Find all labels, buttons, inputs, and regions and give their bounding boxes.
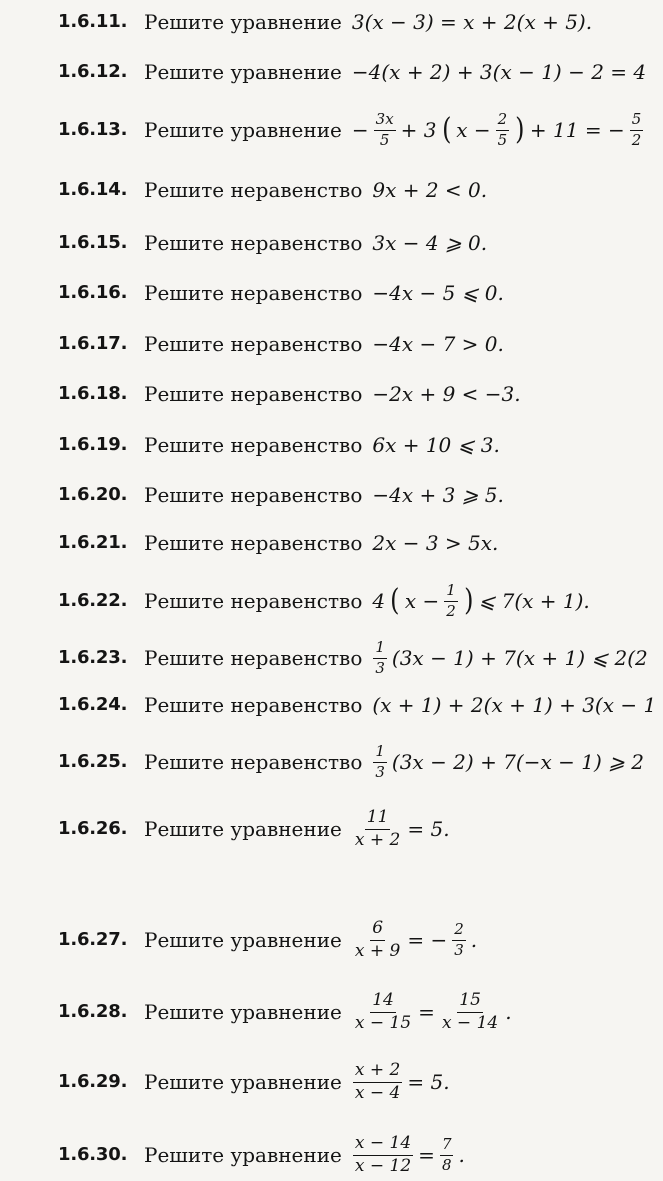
problem-instruction: Решите уравнение — [144, 1143, 342, 1167]
problem-expression — [350, 1135, 467, 1175]
fraction-denominator: x − 4 — [354, 1082, 401, 1102]
fraction-numerator: 1 — [373, 744, 387, 763]
problem-number: 1.6.23. — [58, 647, 128, 668]
problem-number: 1.6.26. — [58, 818, 128, 839]
fraction-denominator: 5 — [379, 130, 390, 149]
expression-text: = 5. — [407, 817, 450, 841]
problem-item — [58, 742, 663, 782]
problem-number: 1.6.22. — [58, 590, 128, 611]
problem-item — [58, 638, 663, 678]
fraction — [444, 583, 458, 620]
problem-instruction: Решите уравнение — [144, 1000, 342, 1024]
fraction-denominator: x − 14 — [441, 1012, 499, 1032]
problem-instruction: Решите неравенство — [144, 281, 363, 305]
expression-text: = − — [407, 928, 448, 952]
problem-instruction: Решите неравенство — [144, 483, 363, 507]
problem-number: 1.6.16. — [58, 282, 128, 303]
fraction — [440, 1137, 454, 1174]
problem-expression — [370, 384, 522, 404]
fraction — [630, 112, 644, 149]
expression-text: 3x − 4 ⩾ 0. — [372, 231, 488, 255]
expression-text: x − — [404, 589, 440, 613]
problem-expression — [370, 744, 646, 781]
problem-instruction: Решите неравенство — [144, 750, 363, 774]
fraction — [353, 1062, 402, 1102]
fraction-numerator: 15 — [457, 992, 483, 1013]
fraction-denominator: 5 — [497, 130, 508, 149]
problem-number: 1.6.15. — [58, 232, 128, 253]
problem-instruction: Решите уравнение — [144, 817, 342, 841]
problem-number: 1.6.29. — [58, 1071, 128, 1092]
expression-text: = 5. — [407, 1070, 450, 1094]
expression-text: −4x + 3 ⩾ 5. — [372, 483, 504, 507]
expression-text: −4(x + 2) + 3(x − 1) − 2 = 4 — [351, 60, 647, 84]
big-parenthesis: ) — [515, 112, 525, 147]
problem-expression — [370, 435, 501, 455]
problem-number: 1.6.19. — [58, 434, 128, 455]
problem-item — [58, 324, 663, 364]
big-parenthesis: ( — [390, 583, 400, 618]
fraction-numerator: 2 — [496, 112, 510, 131]
fraction-numerator: 5 — [630, 112, 644, 131]
expression-text: −2x + 9 < −3. — [372, 382, 521, 406]
problem-number: 1.6.17. — [58, 333, 128, 354]
expression-text: (3x − 1) + 7(x + 1) ⩽ 2(2 — [391, 646, 648, 670]
fraction — [452, 922, 466, 959]
fraction-denominator: 2 — [446, 601, 456, 620]
expression-text: 6x + 10 ⩽ 3. — [372, 433, 500, 457]
problem-instruction: Решите неравенство — [144, 433, 363, 457]
fraction-numerator: 1 — [444, 583, 458, 602]
problem-item — [58, 523, 663, 563]
problem-expression — [350, 992, 514, 1032]
problem-expression — [350, 1062, 452, 1102]
fraction-numerator: 11 — [365, 809, 391, 830]
expression-text: 3(x − 3) = x + 2(x + 5). — [351, 10, 593, 34]
fraction — [353, 1135, 413, 1175]
problem-expression — [370, 334, 506, 354]
problem-item — [58, 170, 663, 210]
problem-instruction: Решите неравенство — [144, 231, 363, 255]
fraction-denominator: x + 2 — [354, 829, 401, 849]
problem-item — [58, 475, 663, 515]
problem-expression — [370, 640, 649, 677]
problem-item — [58, 685, 663, 725]
problem-number: 1.6.28. — [58, 1001, 128, 1022]
problem-number: 1.6.27. — [58, 929, 128, 950]
problem-item — [58, 920, 663, 960]
big-parenthesis: ) — [463, 583, 474, 618]
problem-item — [58, 110, 663, 150]
fraction-numerator: x − 14 — [353, 1135, 413, 1156]
problem-number: 1.6.30. — [58, 1144, 128, 1165]
expression-text: + 11 = − — [529, 118, 625, 142]
fraction-numerator: 6 — [370, 920, 385, 941]
fraction — [440, 992, 500, 1032]
problem-item — [58, 1062, 663, 1102]
problem-item — [58, 809, 663, 849]
fraction — [496, 112, 510, 149]
fraction-denominator: 8 — [441, 1155, 452, 1174]
problem-instruction: Решите неравенство — [144, 646, 363, 670]
problem-item — [58, 425, 663, 465]
problem-item — [58, 223, 663, 263]
problem-instruction: Решите неравенство — [144, 178, 363, 202]
expression-text: −4x − 7 > 0. — [372, 332, 504, 356]
problem-item — [58, 992, 663, 1032]
problem-number: 1.6.21. — [58, 532, 128, 553]
problem-expression — [370, 180, 489, 200]
problem-item — [58, 52, 663, 92]
expression-text: x − — [456, 118, 491, 142]
fraction-numerator: 14 — [370, 992, 396, 1013]
expression-text: = — [418, 1143, 435, 1167]
problem-expression — [350, 12, 594, 32]
problem-item — [58, 273, 663, 313]
problem-number: 1.6.20. — [58, 484, 128, 505]
fraction — [353, 992, 413, 1032]
fraction-numerator: 7 — [440, 1137, 454, 1156]
problem-instruction: Решите неравенство — [144, 382, 363, 406]
problem-number: 1.6.12. — [58, 61, 128, 82]
fraction-denominator: 3 — [454, 940, 464, 959]
fraction-denominator: 2 — [631, 130, 642, 149]
fraction — [353, 920, 402, 960]
problem-expression — [370, 233, 489, 253]
expression-text: − — [351, 118, 369, 142]
expression-text: . — [505, 1000, 512, 1024]
fraction — [373, 744, 387, 781]
fraction-numerator: x + 2 — [353, 1062, 402, 1083]
expression-text: (3x − 2) + 7(−x − 1) ⩾ 2 — [391, 750, 644, 774]
expression-text: 9x + 2 < 0. — [372, 178, 488, 202]
problem-expression — [370, 485, 506, 505]
problem-instruction: Решите неравенство — [144, 332, 363, 356]
problem-number: 1.6.14. — [58, 179, 128, 200]
problem-expression — [350, 112, 646, 149]
problem-number: 1.6.24. — [58, 694, 128, 715]
expression-text: −4x − 5 ⩽ 0. — [372, 281, 504, 305]
fraction-denominator: x − 15 — [354, 1012, 412, 1032]
fraction-numerator: 3x — [374, 112, 396, 131]
problem-instruction: Решите неравенство — [144, 531, 363, 555]
fraction — [353, 809, 402, 849]
problem-item — [58, 581, 663, 621]
problem-expression — [350, 809, 452, 849]
expression-text: . — [458, 1143, 465, 1167]
expression-text: 4 — [372, 589, 386, 613]
problem-instruction: Решите уравнение — [144, 928, 342, 952]
problem-expression — [370, 283, 506, 303]
fraction-numerator: 2 — [452, 922, 466, 941]
expression-text: ⩽ 7(x + 1). — [478, 589, 590, 613]
problem-expression — [370, 695, 658, 715]
fraction-numerator: 1 — [373, 640, 387, 659]
fraction-denominator: 3 — [375, 658, 385, 677]
fraction — [373, 640, 387, 677]
expression-text: = — [418, 1000, 435, 1024]
problem-instruction: Решите уравнение — [144, 10, 342, 34]
problem-expression — [370, 583, 591, 620]
problem-item — [58, 374, 663, 414]
expression-text: . — [470, 928, 478, 952]
problem-item — [58, 1135, 663, 1175]
problem-instruction: Решите уравнение — [144, 60, 342, 84]
expression-text: + 3 — [400, 118, 437, 142]
big-parenthesis: ( — [441, 112, 452, 147]
problem-expression — [370, 533, 500, 553]
fraction-denominator: 3 — [375, 762, 385, 781]
problem-instruction: Решите уравнение — [144, 118, 342, 142]
problem-number: 1.6.25. — [58, 751, 128, 772]
problem-expression — [350, 920, 479, 960]
problem-number: 1.6.13. — [58, 119, 128, 140]
fraction — [374, 112, 396, 149]
fraction-denominator: x − 12 — [354, 1155, 412, 1175]
problem-expression — [350, 62, 648, 82]
problem-number: 1.6.11. — [58, 11, 128, 32]
problem-number: 1.6.18. — [58, 383, 128, 404]
problem-item — [58, 2, 663, 42]
problem-instruction: Решите уравнение — [144, 1070, 342, 1094]
fraction-denominator: x + 9 — [354, 940, 401, 960]
problem-instruction: Решите неравенство — [144, 693, 363, 717]
expression-text: (x + 1) + 2(x + 1) + 3(x − 1 — [372, 693, 657, 717]
expression-text: 2x − 3 > 5x. — [372, 531, 499, 555]
problem-instruction: Решите неравенство — [144, 589, 363, 613]
